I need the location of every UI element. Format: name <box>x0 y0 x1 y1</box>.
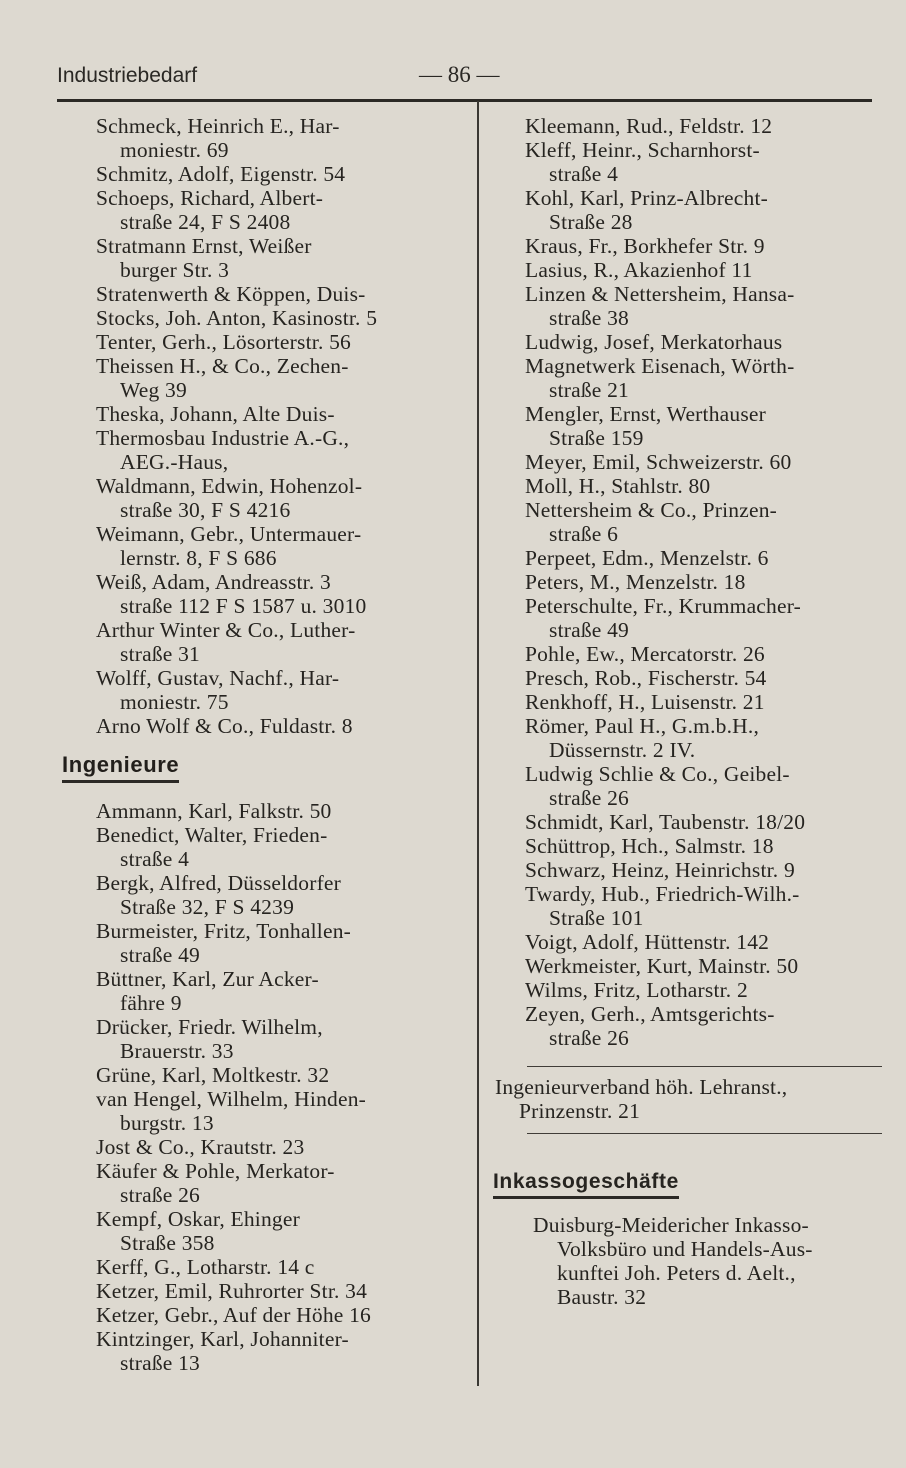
entry-line: Duisburg-Meidericher Inkasso- <box>533 1213 809 1237</box>
verband-entry <box>495 1075 885 1123</box>
directory-entry <box>525 138 885 186</box>
entry-line: Volksbüro und Handels-Aus- <box>557 1237 813 1261</box>
directory-entry <box>96 306 461 330</box>
entry-line: Kempf, Oskar, Ehinger <box>96 1207 300 1231</box>
header-rule <box>57 99 872 102</box>
divider-rule <box>527 1066 882 1067</box>
directory-entry <box>96 1087 461 1135</box>
left-column <box>62 114 461 1375</box>
entry-line: Düssernstr. 2 IV. <box>549 738 696 762</box>
entry-line: Arthur Winter & Co., Luther- <box>96 618 356 642</box>
directory-entry <box>96 871 461 919</box>
entry-line: Straße 358 <box>120 1231 215 1255</box>
entry-line: Tenter, Gerh., Lösorterstr. 56 <box>96 330 351 354</box>
entry-line: straße 26 <box>120 1183 201 1207</box>
entry-line: straße 4 <box>120 847 190 871</box>
directory-entry <box>96 666 461 714</box>
section-title: Industriebedarf <box>57 64 198 87</box>
entry-line: Presch, Rob., Fischerstr. 54 <box>525 666 767 690</box>
inkasso-heading: Inkassogeschäfte <box>493 1170 679 1199</box>
directory-entry <box>525 234 885 258</box>
entry-line: Jost & Co., Krautstr. 23 <box>96 1135 305 1159</box>
entry-line: Nettersheim & Co., Prinzen- <box>525 498 777 522</box>
entry-line: moniestr. 75 <box>120 690 229 714</box>
entry-line: straße 112 F S 1587 u. 3010 <box>120 594 367 618</box>
entry-line: van Hengel, Wilhelm, Hinden- <box>96 1087 367 1111</box>
entry-line: Ludwig, Josef, Merkatorhaus <box>525 330 783 354</box>
directory-entry <box>525 714 885 762</box>
entry-line: Straße 159 <box>549 426 644 450</box>
directory-entry <box>96 1159 461 1207</box>
directory-entry <box>96 1135 461 1159</box>
entry-line: Kintzinger, Karl, Johanniter- <box>96 1327 349 1351</box>
entry-line: fähre 9 <box>120 991 182 1015</box>
entry-line: Schmidt, Karl, Taubenstr. 18/20 <box>525 810 806 834</box>
directory-entry <box>96 522 461 570</box>
entry-line: Straße 101 <box>549 906 644 930</box>
directory-entry <box>96 474 461 522</box>
entry-line: Renkhoff, H., Luisenstr. 21 <box>525 690 765 714</box>
entry-line: straße 38 <box>549 306 630 330</box>
inkasso-entry <box>533 1213 885 1309</box>
directory-entry <box>525 114 885 138</box>
directory-entry <box>525 954 885 978</box>
entry-line: Stratenwerth & Köppen, Duis- <box>96 282 366 306</box>
entry-line: Straße 28 <box>549 210 633 234</box>
entry-line: moniestr. 69 <box>120 138 229 162</box>
directory-entry <box>525 474 885 498</box>
entry-line: Büttner, Karl, Zur Acker- <box>96 967 319 991</box>
directory-entry <box>525 882 885 930</box>
entry-line: Weg 39 <box>120 378 187 402</box>
directory-entry <box>96 1279 461 1303</box>
entry-line: Bergk, Alfred, Düsseldorfer <box>96 871 342 895</box>
directory-entry <box>96 354 461 402</box>
directory-entry <box>525 666 885 690</box>
directory-entry <box>96 162 461 186</box>
entry-line: Römer, Paul H., G.m.b.H., <box>525 714 760 738</box>
entry-line: Magnetwerk Eisenach, Wörth- <box>525 354 795 378</box>
entry-line: Ketzer, Gebr., Auf der Höhe 16 <box>96 1303 371 1327</box>
directory-entry <box>525 858 885 882</box>
directory-entry <box>96 402 461 426</box>
divider-rule <box>527 1133 882 1134</box>
page-number: — 86 — <box>419 62 500 87</box>
directory-entry <box>525 258 885 282</box>
entry-line: Kohl, Karl, Prinz-Albrecht- <box>525 186 769 210</box>
entry-line: Zeyen, Gerh., Amtsgerichts- <box>525 1002 775 1026</box>
entry-line: Kleemann, Rud., Feldstr. 12 <box>525 114 773 138</box>
entry-line: Wilms, Fritz, Lotharstr. 2 <box>525 978 748 1002</box>
entry-line: Schüttrop, Hch., Salmstr. 18 <box>525 834 774 858</box>
directory-entry <box>96 714 461 738</box>
entry-line: Prinzenstr. 21 <box>519 1099 641 1123</box>
directory-entry <box>96 186 461 234</box>
directory-entry <box>96 1207 461 1255</box>
directory-entry <box>96 967 461 1015</box>
entry-line: Stocks, Joh. Anton, Kasinostr. 5 <box>96 306 378 330</box>
entry-line: Mengler, Ernst, Werthauser <box>525 402 767 426</box>
entry-line: Grüne, Karl, Moltkestr. 32 <box>96 1063 330 1087</box>
entries-top-list <box>96 114 461 738</box>
entry-line: burger Str. 3 <box>120 258 230 282</box>
entries-right-list <box>525 114 885 1050</box>
directory-entry <box>96 1063 461 1087</box>
entry-line: Moll, H., Stahlstr. 80 <box>525 474 711 498</box>
directory-entry <box>525 498 885 546</box>
directory-entry <box>96 426 461 474</box>
directory-entry <box>96 618 461 666</box>
entry-line: Waldmann, Edwin, Hohenzol- <box>96 474 363 498</box>
entry-line: Ludwig Schlie & Co., Geibel- <box>525 762 790 786</box>
directory-entry <box>525 282 885 330</box>
directory-entry <box>525 354 885 402</box>
directory-entry <box>96 282 461 306</box>
directory-entry <box>525 810 885 834</box>
column-divider <box>477 101 479 1386</box>
directory-entry <box>525 330 885 354</box>
entry-line: Pohle, Ew., Mercatorstr. 26 <box>525 642 765 666</box>
directory-entry <box>96 1255 461 1279</box>
directory-entry <box>525 834 885 858</box>
directory-entry <box>525 978 885 1002</box>
directory-entry <box>525 690 885 714</box>
directory-entry <box>96 1015 461 1063</box>
directory-entry <box>96 799 461 823</box>
directory-entry <box>525 594 885 642</box>
entry-line: straße 26 <box>549 1026 630 1050</box>
directory-entry <box>96 1303 461 1327</box>
entry-line: Ingenieurverband höh. Lehranst., <box>495 1075 788 1099</box>
directory-entry <box>96 570 461 618</box>
directory-entry <box>525 450 885 474</box>
entry-line: Brauerstr. 33 <box>120 1039 234 1063</box>
entry-line: straße 6 <box>549 522 619 546</box>
entry-line: Drücker, Friedr. Wilhelm, <box>96 1015 323 1039</box>
directory-entry <box>96 330 461 354</box>
entry-line: Theska, Johann, Alte Duis- <box>96 402 335 426</box>
entry-line: straße 26 <box>549 786 630 810</box>
entry-line: Werkmeister, Kurt, Mainstr. 50 <box>525 954 799 978</box>
directory-entry <box>525 546 885 570</box>
entry-line: Twardy, Hub., Friedrich-Wilh.- <box>525 882 800 906</box>
entry-line: straße 49 <box>549 618 630 642</box>
right-column <box>493 114 885 1309</box>
entry-line: Linzen & Nettersheim, Hansa- <box>525 282 795 306</box>
entry-line: straße 13 <box>120 1351 201 1375</box>
directory-entry <box>525 762 885 810</box>
running-head <box>57 60 872 96</box>
entry-line: Straße 32, F S 4239 <box>120 895 295 919</box>
entry-line: straße 49 <box>120 943 201 967</box>
entry-line: straße 21 <box>549 378 630 402</box>
entry-line: Arno Wolf & Co., Fuldastr. 8 <box>96 714 353 738</box>
entry-line: Peters, M., Menzelstr. 18 <box>525 570 746 594</box>
directory-entry <box>96 823 461 871</box>
entry-line: Ketzer, Emil, Ruhrorter Str. 34 <box>96 1279 368 1303</box>
directory-entry <box>525 1002 885 1050</box>
entry-line: Peterschulte, Fr., Krummacher- <box>525 594 802 618</box>
entry-line: Schoeps, Richard, Albert- <box>96 186 324 210</box>
entry-line: lernstr. 8, F S 686 <box>120 546 277 570</box>
entry-line: Perpeet, Edm., Menzelstr. 6 <box>525 546 769 570</box>
directory-entry <box>96 234 461 282</box>
entry-line: Thermosbau Industrie A.-G., <box>96 426 350 450</box>
directory-entry <box>525 186 885 234</box>
entry-line: burgstr. 13 <box>120 1111 214 1135</box>
directory-entry <box>96 114 461 162</box>
ingenieure-heading: Ingenieure <box>62 752 179 783</box>
entry-line: Lasius, R., Akazienhof 11 <box>525 258 753 282</box>
ingenieure-list <box>96 799 461 1375</box>
entry-line: Schmeck, Heinrich E., Har- <box>96 114 340 138</box>
directory-entry <box>525 402 885 450</box>
directory-entry <box>525 642 885 666</box>
entry-line: straße 4 <box>549 162 619 186</box>
entry-line: Stratmann Ernst, Weißer <box>96 234 312 258</box>
directory-entry <box>525 930 885 954</box>
entry-line: Schwarz, Heinz, Heinrichstr. 9 <box>525 858 795 882</box>
entry-line: Ammann, Karl, Falkstr. 50 <box>96 799 332 823</box>
directory-entry <box>96 919 461 967</box>
entry-line: Kleff, Heinr., Scharnhorst- <box>525 138 760 162</box>
entry-line: straße 30, F S 4216 <box>120 498 291 522</box>
entry-line: Theissen H., & Co., Zechen- <box>96 354 349 378</box>
entry-line: Käufer & Pohle, Merkator- <box>96 1159 335 1183</box>
entry-line: Kerff, G., Lotharstr. 14 c <box>96 1255 315 1279</box>
directory-entry <box>96 1327 461 1375</box>
entry-line: Weimann, Gebr., Untermauer- <box>96 522 362 546</box>
entry-line: Meyer, Emil, Schweizerstr. 60 <box>525 450 792 474</box>
entry-line: Weiß, Adam, Andreasstr. 3 <box>96 570 331 594</box>
entry-line: Schmitz, Adolf, Eigenstr. 54 <box>96 162 346 186</box>
directory-entry <box>525 570 885 594</box>
entry-line: Voigt, Adolf, Hüttenstr. 142 <box>525 930 770 954</box>
entry-line: straße 31 <box>120 642 201 666</box>
entry-line: Benedict, Walter, Frieden- <box>96 823 328 847</box>
entry-line: AEG.-Haus, <box>120 450 229 474</box>
entry-line: straße 24, F S 2408 <box>120 210 291 234</box>
entry-line: Burmeister, Fritz, Tonhallen- <box>96 919 352 943</box>
entry-line: Baustr. 32 <box>557 1285 647 1309</box>
entry-line: kunftei Joh. Peters d. Aelt., <box>557 1261 796 1285</box>
entry-line: Kraus, Fr., Borkhefer Str. 9 <box>525 234 765 258</box>
entry-line: Wolff, Gustav, Nachf., Har- <box>96 666 340 690</box>
